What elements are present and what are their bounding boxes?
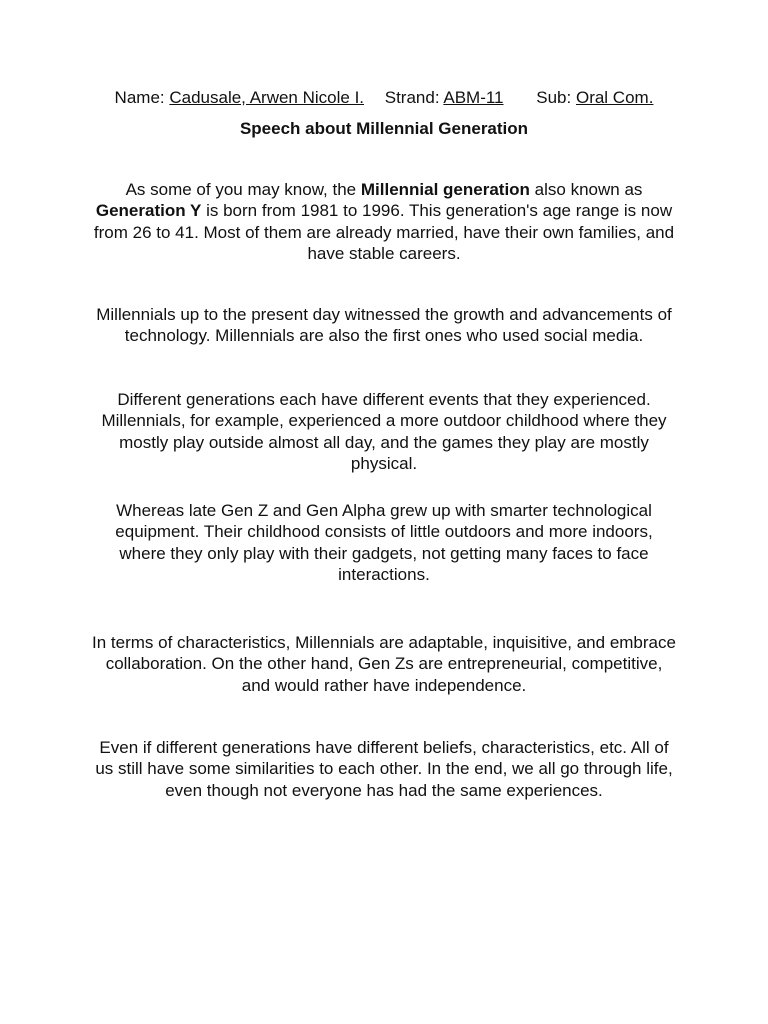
sub-value: Oral Com. xyxy=(575,88,654,107)
strand-label: Strand: xyxy=(384,88,440,107)
strand-value: ABM-11 xyxy=(443,88,504,107)
name-value: Cadusale, Arwen Nicole I. xyxy=(169,88,365,107)
paragraph-1 xyxy=(90,179,678,264)
paragraph-6: Even if different generations have different beliefs, characteristics, etc. All of us still have some similarities to each other. In the end, we all go through life, even though not everyone has had the same experiences. xyxy=(95,738,673,800)
name-label: Name: xyxy=(114,88,165,107)
paragraph-1-intro: As some of you may know, the xyxy=(125,180,361,199)
paragraph-4: Whereas late Gen Z and Gen Alpha grew up with smarter technological equipment. Their childhood consists of little outdoors and more indoors, where they only play with their gadgets, not getting many faces to face interactions. xyxy=(115,501,653,584)
sub-label: Sub: xyxy=(536,88,572,107)
paragraph-3: Different generations each have different events that they experienced. Millennials, for example, experienced a more outdoor childhood where they mostly play outside almost all day, and the games they play are mostly physical. xyxy=(101,390,667,473)
paragraph-1-rest: is born from 1981 to 1996. This generation's age range is now from 26 to 41. Most of them are already married, have their own families, and have stable careers. xyxy=(93,201,675,263)
paragraph-1-bold-generation-y: Generation Y xyxy=(95,201,202,221)
paragraph-5: In terms of characteristics, Millennials are adaptable, inquisitive, and embrace collaboration. On the other hand, Gen Zs are entrepreneurial, competitive, and would rather have independence. xyxy=(92,633,676,695)
header-line xyxy=(0,87,768,108)
document-title: Speech about Millennial Generation xyxy=(239,119,529,138)
paragraph-2: Millennials up to the present day witnessed the growth and advancements of technology. Millennials are also the first ones who used social media. xyxy=(96,305,672,346)
paragraph-1-bold-millennial: Millennial generation xyxy=(360,180,530,199)
paragraph-1-mid: also known as xyxy=(529,180,643,199)
